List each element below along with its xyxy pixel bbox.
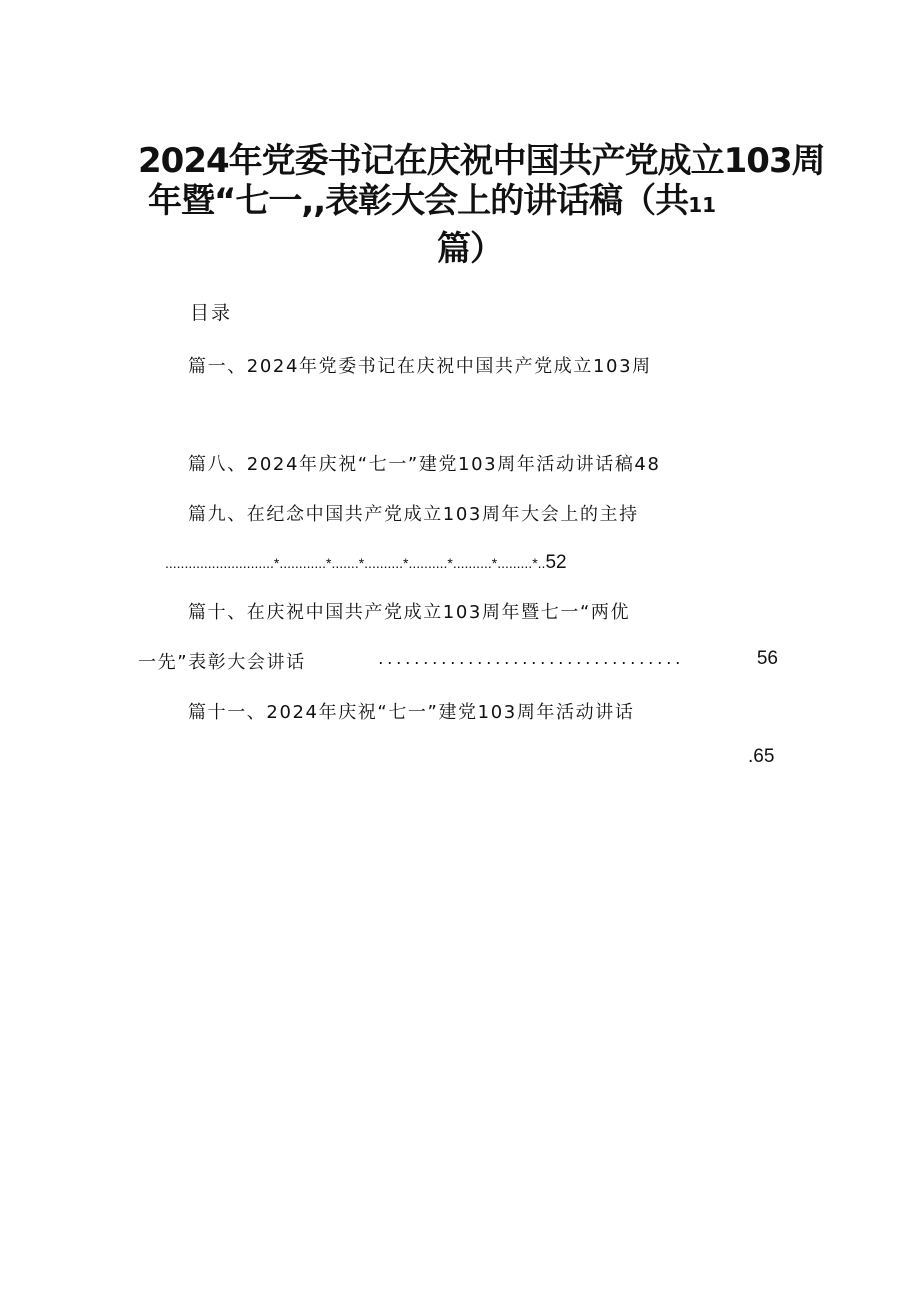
toc-entry-9: 篇九、在纪念中国共产党成立103周年大会上的主持	[188, 504, 639, 525]
toc-entry-9-leader	[165, 552, 567, 574]
title-line-2-text: 年暨“七一,,表彰大会上的讲话稿（共	[148, 181, 689, 221]
title-line-2-count: 11	[688, 193, 717, 217]
toc-entry-10: 篇十、在庆祝中国共产党成立103周年暨七一“两优	[188, 602, 631, 623]
toc-heading: 目录	[190, 302, 233, 324]
document-title-line-1: 2024年党委书记在庆祝中国共产党成立103周	[138, 141, 825, 181]
toc-entry-11: 篇十一、2024年庆祝“七一”建党103周年活动讲话	[188, 702, 635, 723]
toc-entry-10-continued	[138, 648, 778, 674]
toc-page-number: 56	[756, 648, 778, 669]
toc-entry-8: 篇八、2024年庆祝“七一”建党103周年活动讲话稿48	[188, 454, 661, 475]
toc-entry-1: 篇一、2024年党委书记在庆祝中国共产党成立103周	[188, 356, 652, 377]
toc-page-number: 52	[545, 552, 567, 573]
toc-entry-11-page: .65	[748, 746, 775, 767]
toc-leader-dots: ..................................	[378, 648, 685, 668]
toc-leader-dots: ............................*............*.......*..........*..........*..........*.........*..	[165, 555, 546, 571]
toc-entry-text: 一先”表彰大会讲话	[138, 652, 306, 673]
document-title-line-2	[148, 173, 716, 222]
document-title-line-3: 篇）	[437, 229, 503, 269]
